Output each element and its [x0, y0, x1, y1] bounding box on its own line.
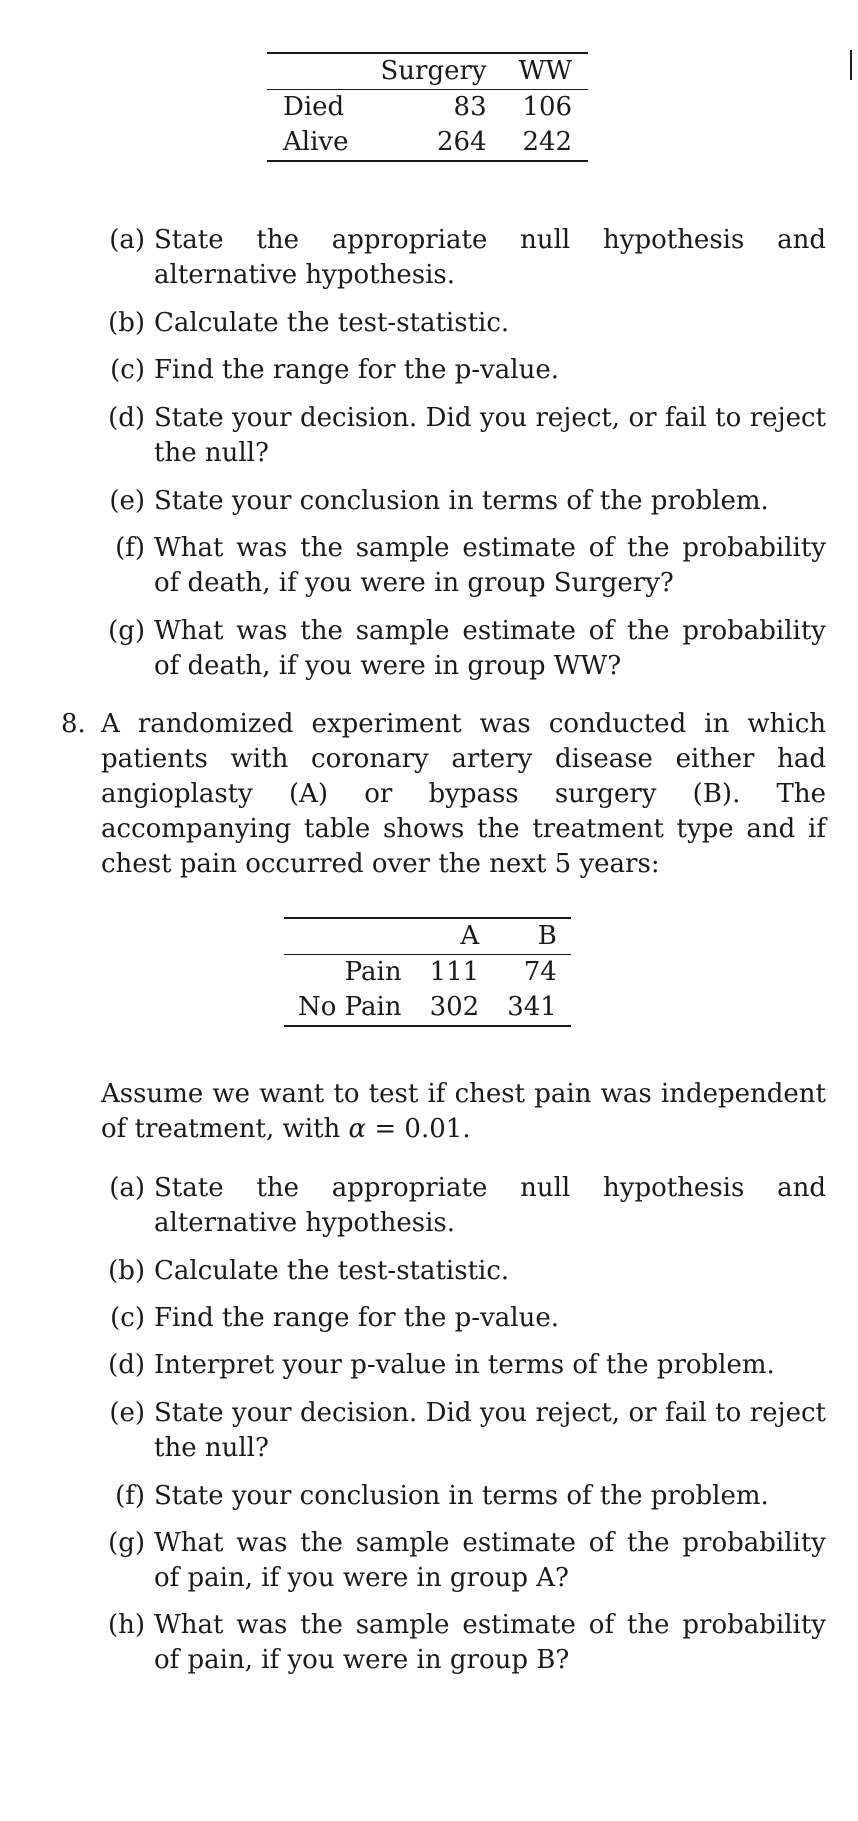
question-text: State the appropriate null hypothesis and alternative hypothesis.: [154, 225, 826, 290]
question-8d: [108, 1348, 826, 1383]
question-text: Calculate the test-statistic.: [154, 1256, 510, 1286]
question-text: State the appropriate null hypothesis and alternative hypothesis.: [154, 1173, 826, 1238]
cell-no-pain-a: 302: [416, 990, 494, 1026]
question-marker: (a): [109, 1173, 145, 1203]
page-edge-mark: [850, 50, 852, 80]
problem-text: A randomized experiment was conducted in which patients with coronary artery disease either had angioplasty (A) or bypass surgery (B). The accompanying table shows the treatment type and if chest pain occurred over the next 5 years:: [101, 709, 826, 879]
column-header-a: A: [416, 918, 494, 955]
alpha-symbol: α: [348, 1114, 367, 1144]
question-marker: (g): [108, 1528, 145, 1558]
question-text: Find the range for the p-value.: [154, 355, 559, 385]
question-text: Find the range for the p-value.: [154, 1303, 559, 1333]
question-text: State your decision. Did you reject, or fail to reject the null?: [154, 1398, 826, 1463]
question-text: State your conclusion in terms of the problem.: [154, 486, 769, 516]
table-surgery-ww: [267, 52, 588, 162]
assumption-text: Assume we want to test if chest pain was independent of treatment, with: [101, 1079, 826, 1144]
question-text: What was the sample estimate of the probability of death, if you were in group WW?: [154, 616, 826, 681]
question-text: Interpret your p-value in terms of the problem.: [154, 1350, 775, 1380]
table-header-row: [267, 53, 588, 90]
question-text: State your conclusion in terms of the problem.: [154, 1481, 769, 1511]
question-text: What was the sample estimate of the probability of pain, if you were in group B?: [154, 1610, 826, 1675]
cell-pain-b: 74: [523, 957, 557, 987]
question-marker: (e): [109, 486, 145, 516]
table-row-alive: [267, 125, 588, 161]
question-7e: [109, 484, 826, 519]
question-7b: [108, 306, 826, 341]
table-pain-treatment: [284, 917, 571, 1027]
question-marker: (b): [108, 308, 145, 338]
question-marker: (g): [108, 616, 145, 646]
cell-died-surgery: 83: [453, 92, 487, 122]
cell-died-ww: 106: [522, 92, 573, 122]
question-marker: (c): [110, 355, 145, 385]
question-marker: (b): [108, 1256, 145, 1286]
question-7a: [109, 223, 826, 293]
alpha-value: = 0.01.: [366, 1114, 471, 1144]
question-8h: [107, 1608, 826, 1678]
table-row-died: [267, 90, 588, 126]
row-label-pain: Pain: [344, 957, 402, 987]
question-text: State your decision. Did you reject, or fail to reject the null?: [154, 403, 826, 468]
row-label-died: Died: [283, 92, 345, 122]
question-marker: (d): [108, 403, 145, 433]
row-label-no-pain: No Pain: [284, 990, 416, 1026]
question-7g: [108, 614, 826, 684]
question-marker: (e): [109, 1398, 145, 1428]
question-8a: [109, 1171, 826, 1241]
question-8g: [108, 1526, 826, 1596]
question-marker: (d): [108, 1350, 145, 1380]
table-header-row: [284, 918, 571, 955]
question-7c: [110, 353, 826, 388]
question-7f: [115, 531, 826, 601]
question-8f: [115, 1479, 826, 1514]
question-marker: (f): [115, 1481, 145, 1511]
table-row-no-pain: [284, 990, 571, 1026]
table-row-pain: [284, 955, 571, 991]
question-marker: (f): [115, 533, 145, 563]
column-header-b: B: [493, 918, 571, 955]
question-text: What was the sample estimate of the probability of death, if you were in group Surgery?: [154, 533, 826, 598]
question-8c: [110, 1301, 826, 1336]
problem-number: 8.: [61, 709, 86, 739]
cell-alive-surgery: 264: [364, 125, 502, 161]
question-marker: (c): [110, 1303, 145, 1333]
question-7d: [108, 401, 826, 471]
assumption-paragraph: [101, 1077, 826, 1147]
column-header-surgery: Surgery: [364, 53, 502, 90]
row-label-alive: Alive: [267, 125, 364, 161]
cell-pain-a: 111: [429, 957, 480, 987]
column-header-ww: WW: [503, 53, 588, 90]
question-8e: [109, 1396, 826, 1466]
question-marker: (a): [109, 225, 145, 255]
question-text: Calculate the test-statistic.: [154, 308, 510, 338]
table-corner-cell: [284, 918, 416, 955]
problem-8: [61, 707, 826, 882]
cell-alive-ww: 242: [503, 125, 588, 161]
table-corner-cell: [267, 53, 364, 90]
question-text: What was the sample estimate of the probability of pain, if you were in group A?: [154, 1528, 826, 1593]
cell-no-pain-b: 341: [493, 990, 571, 1026]
question-marker: (h): [107, 1610, 145, 1640]
question-8b: [108, 1254, 826, 1289]
